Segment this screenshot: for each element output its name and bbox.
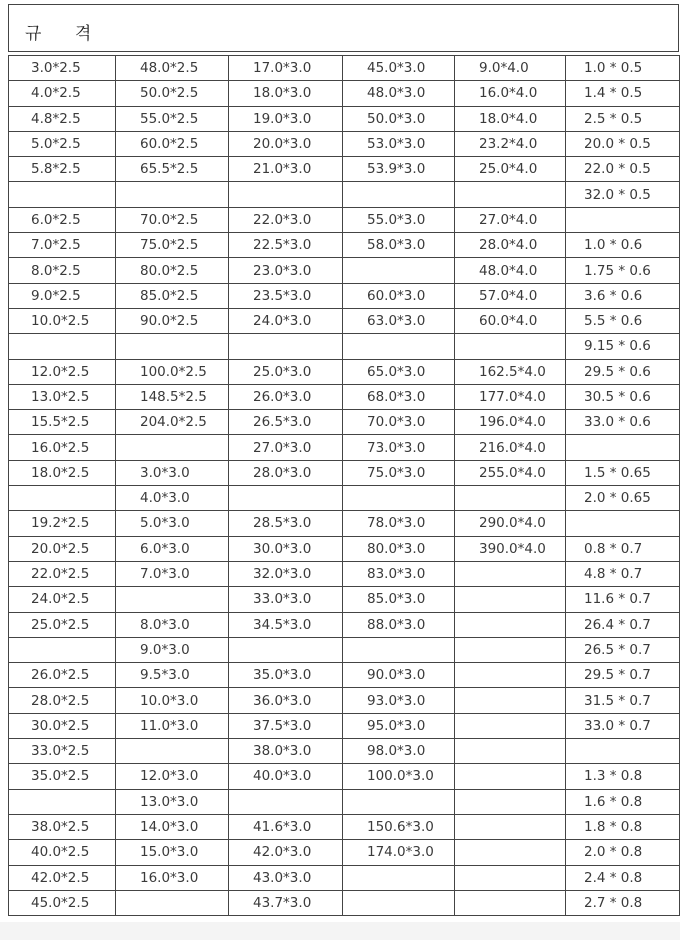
table-cell: 28.5*3.0 — [229, 511, 343, 536]
table-row — [9, 106, 680, 131]
table-cell: 55.0*2.5 — [116, 106, 229, 131]
table-cell: 11.0*3.0 — [116, 713, 229, 738]
table-cell — [343, 334, 455, 359]
table-row — [9, 157, 680, 182]
table-row — [9, 536, 680, 561]
table-cell: 95.0*3.0 — [343, 713, 455, 738]
table-cell — [455, 561, 566, 586]
table-row — [9, 258, 680, 283]
table-cell — [343, 258, 455, 283]
table-cell: 8.0*3.0 — [116, 612, 229, 637]
table-row — [9, 410, 680, 435]
table-cell: 50.0*2.5 — [116, 81, 229, 106]
table-cell: 30.0*2.5 — [9, 713, 116, 738]
table-cell: 16.0*3.0 — [116, 865, 229, 890]
table-cell — [116, 739, 229, 764]
table-cell: 13.0*2.5 — [9, 384, 116, 409]
table-cell — [566, 435, 680, 460]
table-cell: 43.7*3.0 — [229, 890, 343, 915]
table-cell: 41.6*3.0 — [229, 814, 343, 839]
table-cell: 3.0*3.0 — [116, 460, 229, 485]
table-cell: 1.0 * 0.5 — [566, 56, 680, 81]
table-cell: 174.0*3.0 — [343, 840, 455, 865]
table-cell: 177.0*4.0 — [455, 384, 566, 409]
table-cell — [116, 435, 229, 460]
table-cell: 2.5 * 0.5 — [566, 106, 680, 131]
table-row — [9, 764, 680, 789]
table-row — [9, 435, 680, 460]
table-cell: 1.3 * 0.8 — [566, 764, 680, 789]
table-cell: 9.5*3.0 — [116, 663, 229, 688]
table-cell: 216.0*4.0 — [455, 435, 566, 460]
table-cell: 65.0*3.0 — [343, 359, 455, 384]
table-cell — [343, 637, 455, 662]
table-cell — [455, 739, 566, 764]
table-cell: 57.0*4.0 — [455, 283, 566, 308]
table-row — [9, 587, 680, 612]
table-cell — [116, 334, 229, 359]
table-cell: 4.0*2.5 — [9, 81, 116, 106]
table-cell: 290.0*4.0 — [455, 511, 566, 536]
table-cell: 9.0*3.0 — [116, 637, 229, 662]
table-cell: 25.0*2.5 — [9, 612, 116, 637]
table-cell: 32.0*3.0 — [229, 561, 343, 586]
table-cell: 6.0*3.0 — [116, 536, 229, 561]
table-cell: 10.0*2.5 — [9, 308, 116, 333]
table-cell: 16.0*4.0 — [455, 81, 566, 106]
table-row — [9, 511, 680, 536]
table-cell: 1.8 * 0.8 — [566, 814, 680, 839]
table-cell: 60.0*4.0 — [455, 308, 566, 333]
table-cell — [455, 486, 566, 511]
table-cell: 22.0 * 0.5 — [566, 157, 680, 182]
table-cell: 90.0*3.0 — [343, 663, 455, 688]
table-cell: 48.0*2.5 — [116, 56, 229, 81]
table-cell: 48.0*3.0 — [343, 81, 455, 106]
table-cell — [9, 789, 116, 814]
table-cell: 73.0*3.0 — [343, 435, 455, 460]
table-cell: 19.2*2.5 — [9, 511, 116, 536]
table-cell: 32.0 * 0.5 — [566, 182, 680, 207]
table-cell: 2.4 * 0.8 — [566, 865, 680, 890]
table-cell: 4.8*2.5 — [9, 106, 116, 131]
table-row — [9, 637, 680, 662]
table-cell: 75.0*3.0 — [343, 460, 455, 485]
table-cell: 33.0*2.5 — [9, 739, 116, 764]
table-row — [9, 460, 680, 485]
table-cell: 38.0*2.5 — [9, 814, 116, 839]
table-cell: 6.0*2.5 — [9, 207, 116, 232]
table-cell: 23.0*3.0 — [229, 258, 343, 283]
table-cell: 16.0*2.5 — [9, 435, 116, 460]
table-cell: 33.0 * 0.7 — [566, 713, 680, 738]
table-cell: 22.0*3.0 — [229, 207, 343, 232]
table-cell: 28.0*3.0 — [229, 460, 343, 485]
table-cell: 26.0*3.0 — [229, 384, 343, 409]
table-cell — [343, 865, 455, 890]
table-cell: 43.0*3.0 — [229, 865, 343, 890]
table-cell: 26.4 * 0.7 — [566, 612, 680, 637]
table-cell: 33.0 * 0.6 — [566, 410, 680, 435]
table-cell: 42.0*2.5 — [9, 865, 116, 890]
table-cell: 35.0*3.0 — [229, 663, 343, 688]
spec-table — [8, 55, 680, 916]
table-cell: 12.0*2.5 — [9, 359, 116, 384]
table-cell — [455, 865, 566, 890]
table-cell: 2.0 * 0.65 — [566, 486, 680, 511]
table-cell: 33.0*3.0 — [229, 587, 343, 612]
table-cell: 60.0*2.5 — [116, 131, 229, 156]
table-cell — [343, 486, 455, 511]
table-cell: 3.6 * 0.6 — [566, 283, 680, 308]
table-cell: 30.0*3.0 — [229, 536, 343, 561]
table-cell: 93.0*3.0 — [343, 688, 455, 713]
spec-table-body — [9, 56, 680, 916]
table-row — [9, 308, 680, 333]
table-cell: 70.0*3.0 — [343, 410, 455, 435]
table-cell — [455, 663, 566, 688]
table-cell: 8.0*2.5 — [9, 258, 116, 283]
table-cell: 26.0*2.5 — [9, 663, 116, 688]
table-cell: 22.5*3.0 — [229, 233, 343, 258]
table-cell: 29.5 * 0.6 — [566, 359, 680, 384]
table-cell — [455, 890, 566, 915]
table-row — [9, 233, 680, 258]
table-cell: 25.0*4.0 — [455, 157, 566, 182]
table-cell: 58.0*3.0 — [343, 233, 455, 258]
table-cell: 1.6 * 0.8 — [566, 789, 680, 814]
table-cell — [9, 182, 116, 207]
table-cell: 53.9*3.0 — [343, 157, 455, 182]
table-cell: 60.0*3.0 — [343, 283, 455, 308]
table-cell: 2.0 * 0.8 — [566, 840, 680, 865]
table-cell: 34.5*3.0 — [229, 612, 343, 637]
table-cell: 30.5 * 0.6 — [566, 384, 680, 409]
table-cell: 5.0*2.5 — [9, 131, 116, 156]
table-cell: 2.7 * 0.8 — [566, 890, 680, 915]
table-cell: 28.0*2.5 — [9, 688, 116, 713]
table-row — [9, 713, 680, 738]
table-cell: 9.0*4.0 — [455, 56, 566, 81]
table-cell: 40.0*3.0 — [229, 764, 343, 789]
table-cell — [116, 587, 229, 612]
table-cell: 1.4 * 0.5 — [566, 81, 680, 106]
table-cell: 25.0*3.0 — [229, 359, 343, 384]
table-cell — [343, 182, 455, 207]
table-cell: 13.0*3.0 — [116, 789, 229, 814]
table-row — [9, 283, 680, 308]
table-cell: 40.0*2.5 — [9, 840, 116, 865]
table-cell — [229, 789, 343, 814]
table-cell: 4.0*3.0 — [116, 486, 229, 511]
table-cell: 9.15 * 0.6 — [566, 334, 680, 359]
table-cell: 78.0*3.0 — [343, 511, 455, 536]
table-cell: 85.0*3.0 — [343, 587, 455, 612]
table-cell: 100.0*2.5 — [116, 359, 229, 384]
table-cell: 150.6*3.0 — [343, 814, 455, 839]
table-row — [9, 739, 680, 764]
table-cell: 18.0*4.0 — [455, 106, 566, 131]
table-cell: 11.6 * 0.7 — [566, 587, 680, 612]
table-cell: 18.0*2.5 — [9, 460, 116, 485]
table-cell: 17.0*3.0 — [229, 56, 343, 81]
table-cell — [455, 789, 566, 814]
table-cell: 88.0*3.0 — [343, 612, 455, 637]
table-row — [9, 890, 680, 915]
table-cell — [566, 511, 680, 536]
table-cell — [455, 334, 566, 359]
table-cell — [566, 739, 680, 764]
table-cell — [9, 637, 116, 662]
table-cell — [9, 486, 116, 511]
table-cell — [566, 207, 680, 232]
table-cell: 37.5*3.0 — [229, 713, 343, 738]
table-cell — [455, 182, 566, 207]
table-row — [9, 612, 680, 637]
table-cell: 22.0*2.5 — [9, 561, 116, 586]
table-cell: 19.0*3.0 — [229, 106, 343, 131]
table-row — [9, 384, 680, 409]
table-cell: 20.0*3.0 — [229, 131, 343, 156]
table-cell: 390.0*4.0 — [455, 536, 566, 561]
table-cell: 23.2*4.0 — [455, 131, 566, 156]
table-row — [9, 207, 680, 232]
table-cell: 148.5*2.5 — [116, 384, 229, 409]
table-row — [9, 561, 680, 586]
table-cell: 27.0*3.0 — [229, 435, 343, 460]
table-cell: 26.5 * 0.7 — [566, 637, 680, 662]
table-cell: 63.0*3.0 — [343, 308, 455, 333]
table-cell: 35.0*2.5 — [9, 764, 116, 789]
table-row — [9, 81, 680, 106]
table-cell: 4.8 * 0.7 — [566, 561, 680, 586]
table-row — [9, 840, 680, 865]
table-cell: 50.0*3.0 — [343, 106, 455, 131]
table-cell: 3.0*2.5 — [9, 56, 116, 81]
table-cell — [229, 182, 343, 207]
table-cell: 26.5*3.0 — [229, 410, 343, 435]
table-cell: 90.0*2.5 — [116, 308, 229, 333]
table-cell — [455, 688, 566, 713]
table-row — [9, 789, 680, 814]
table-cell: 70.0*2.5 — [116, 207, 229, 232]
table-cell: 45.0*3.0 — [343, 56, 455, 81]
table-row — [9, 359, 680, 384]
table-cell — [455, 612, 566, 637]
table-cell: 14.0*3.0 — [116, 814, 229, 839]
table-cell — [343, 789, 455, 814]
header-box — [8, 4, 679, 52]
table-cell: 53.0*3.0 — [343, 131, 455, 156]
table-cell: 7.0*2.5 — [9, 233, 116, 258]
table-row — [9, 182, 680, 207]
table-row — [9, 56, 680, 81]
table-cell: 5.0*3.0 — [116, 511, 229, 536]
table-cell: 0.8 * 0.7 — [566, 536, 680, 561]
table-cell: 100.0*3.0 — [343, 764, 455, 789]
table-cell — [229, 637, 343, 662]
table-cell: 75.0*2.5 — [116, 233, 229, 258]
table-cell: 83.0*3.0 — [343, 561, 455, 586]
table-row — [9, 814, 680, 839]
table-cell: 1.0 * 0.6 — [566, 233, 680, 258]
table-row — [9, 486, 680, 511]
table-row — [9, 865, 680, 890]
table-cell: 5.5 * 0.6 — [566, 308, 680, 333]
table-cell: 15.5*2.5 — [9, 410, 116, 435]
table-cell: 80.0*3.0 — [343, 536, 455, 561]
table-cell: 45.0*2.5 — [9, 890, 116, 915]
table-cell — [9, 334, 116, 359]
table-cell: 10.0*3.0 — [116, 688, 229, 713]
table-cell: 68.0*3.0 — [343, 384, 455, 409]
table-row — [9, 334, 680, 359]
table-cell: 204.0*2.5 — [116, 410, 229, 435]
table-cell — [455, 587, 566, 612]
table-cell: 7.0*3.0 — [116, 561, 229, 586]
table-cell: 36.0*3.0 — [229, 688, 343, 713]
table-cell: 12.0*3.0 — [116, 764, 229, 789]
table-cell: 162.5*4.0 — [455, 359, 566, 384]
table-cell: 42.0*3.0 — [229, 840, 343, 865]
table-cell — [229, 334, 343, 359]
table-cell: 38.0*3.0 — [229, 739, 343, 764]
table-cell: 27.0*4.0 — [455, 207, 566, 232]
table-cell: 65.5*2.5 — [116, 157, 229, 182]
table-cell — [455, 814, 566, 839]
table-cell — [116, 182, 229, 207]
table-cell: 48.0*4.0 — [455, 258, 566, 283]
table-cell: 255.0*4.0 — [455, 460, 566, 485]
table-row — [9, 688, 680, 713]
table-cell: 21.0*3.0 — [229, 157, 343, 182]
table-cell: 5.8*2.5 — [9, 157, 116, 182]
table-cell: 9.0*2.5 — [9, 283, 116, 308]
table-cell: 24.0*3.0 — [229, 308, 343, 333]
table-cell: 196.0*4.0 — [455, 410, 566, 435]
table-cell: 80.0*2.5 — [116, 258, 229, 283]
table-cell — [455, 764, 566, 789]
table-cell — [343, 890, 455, 915]
table-cell: 29.5 * 0.7 — [566, 663, 680, 688]
table-cell: 28.0*4.0 — [455, 233, 566, 258]
table-cell — [116, 890, 229, 915]
table-cell: 1.5 * 0.65 — [566, 460, 680, 485]
table-cell: 20.0*2.5 — [9, 536, 116, 561]
table-row — [9, 131, 680, 156]
table-cell — [455, 840, 566, 865]
table-cell: 85.0*2.5 — [116, 283, 229, 308]
table-cell: 23.5*3.0 — [229, 283, 343, 308]
table-cell: 15.0*3.0 — [116, 840, 229, 865]
table-cell: 31.5 * 0.7 — [566, 688, 680, 713]
table-cell — [455, 713, 566, 738]
table-row — [9, 663, 680, 688]
table-cell — [229, 486, 343, 511]
table-cell — [455, 637, 566, 662]
page-title: 규 격 — [25, 24, 106, 44]
table-cell: 1.75 * 0.6 — [566, 258, 680, 283]
table-cell: 18.0*3.0 — [229, 81, 343, 106]
table-cell: 55.0*3.0 — [343, 207, 455, 232]
table-cell: 20.0 * 0.5 — [566, 131, 680, 156]
table-cell: 98.0*3.0 — [343, 739, 455, 764]
table-cell: 24.0*2.5 — [9, 587, 116, 612]
